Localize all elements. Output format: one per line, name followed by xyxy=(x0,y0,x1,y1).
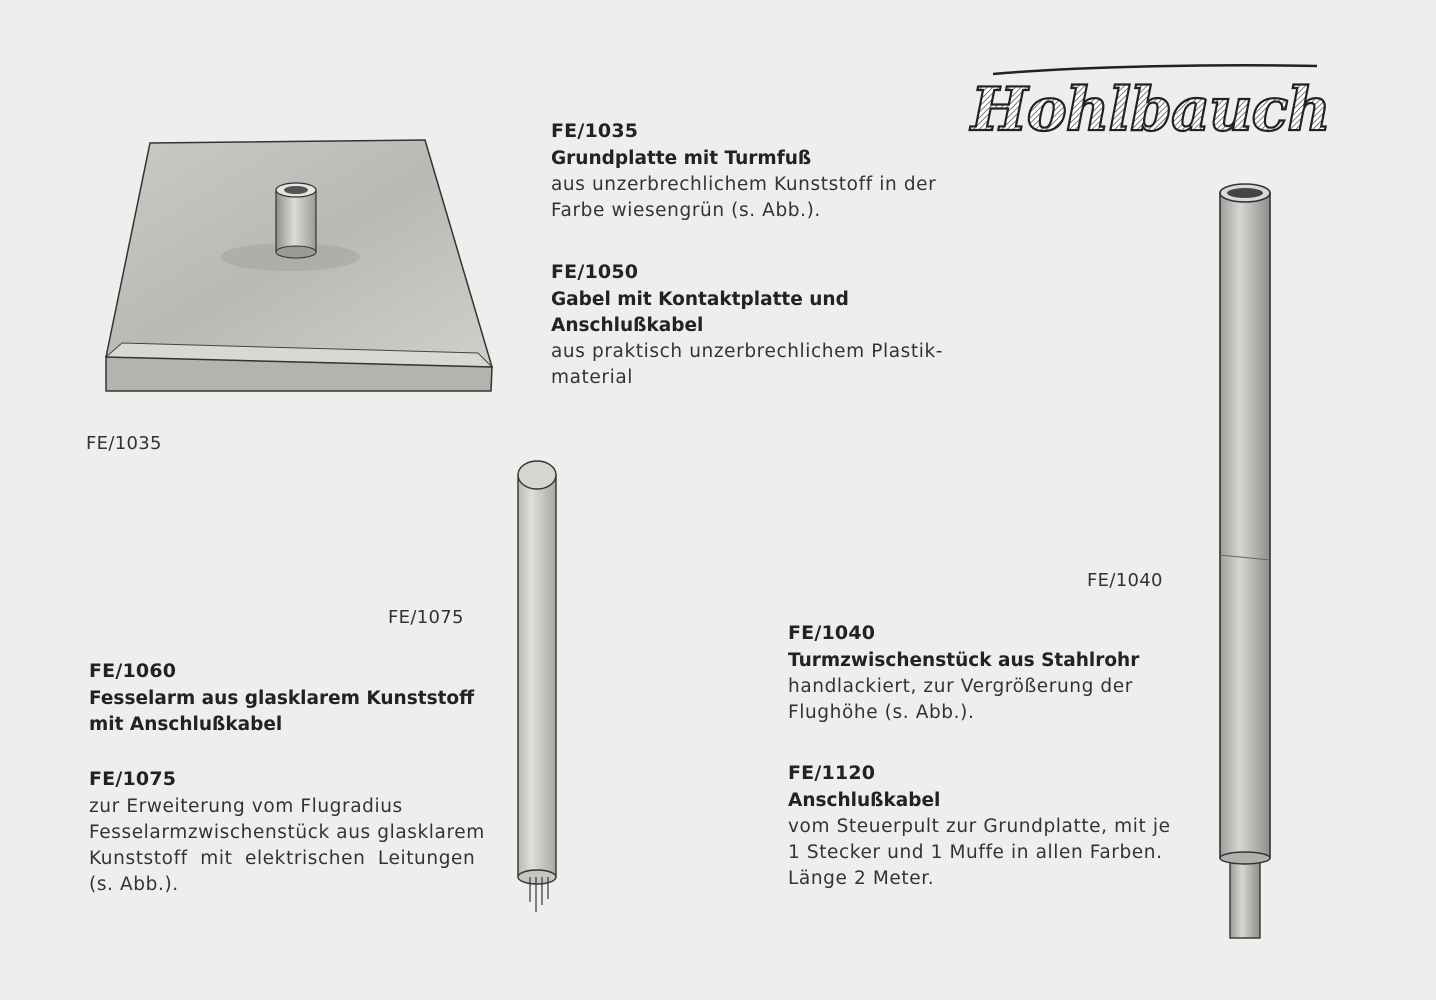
product-desc-line: 1 Stecker und 1 Muffe in allen Farben. xyxy=(788,842,1163,863)
product-title: Fesselarm aus glasklarem Kunststoff xyxy=(89,688,475,709)
caption-extension-rod: FE/1075 xyxy=(388,607,464,628)
caption-tower-tube: FE/1040 xyxy=(1087,570,1163,591)
product-code: FE/1050 xyxy=(551,261,639,283)
product-desc-line: Farbe wiesengrün (s. Abb.). xyxy=(551,200,821,221)
product-title: Grundplatte mit Turmfuß xyxy=(551,148,812,169)
product-fe1035 xyxy=(551,120,936,224)
product-desc-line: zur Erweiterung vom Flugradius xyxy=(89,796,403,817)
baseplate-illustration xyxy=(100,135,500,395)
product-desc-line: handlackiert, zur Vergrößerung der xyxy=(788,676,1133,697)
product-desc-line: aus unzerbrechlichem Kunststoff in der xyxy=(551,174,937,195)
brand-logo xyxy=(965,58,1330,145)
product-code: FE/1060 xyxy=(89,660,177,682)
product-title: mit Anschlußkabel xyxy=(89,714,283,735)
logo-text: Hohlbauch xyxy=(971,75,1330,145)
extension-rod-illustration xyxy=(512,457,562,917)
product-desc-line: vom Steuerpult zur Grundplatte, mit je xyxy=(788,816,1171,837)
product-desc-line: aus praktisch unzerbrechlichem Plastik- xyxy=(551,341,944,362)
product-desc-line: Länge 2 Meter. xyxy=(788,868,935,889)
product-title: Gabel mit Kontaktplatte und xyxy=(551,289,849,310)
product-title: Anschlußkabel xyxy=(788,790,941,811)
product-title: Turmzwischenstück aus Stahlrohr xyxy=(788,650,1140,671)
product-desc-line: Flughöhe (s. Abb.). xyxy=(788,702,975,723)
product-desc-line: material xyxy=(551,367,634,388)
product-fe1120 xyxy=(788,762,1171,892)
product-code: FE/1040 xyxy=(788,622,876,644)
product-fe1050 xyxy=(551,261,943,391)
product-title: Anschlußkabel xyxy=(551,315,704,336)
tower-tube-illustration xyxy=(1212,175,1292,945)
product-fe1040 xyxy=(788,622,1139,726)
product-fe1060 xyxy=(89,660,474,738)
product-code: FE/1035 xyxy=(551,120,639,142)
product-code: FE/1120 xyxy=(788,762,876,784)
product-code: FE/1075 xyxy=(89,768,177,790)
product-desc-line: (s. Abb.). xyxy=(89,874,179,895)
product-desc-line: Kunststoff mit elektrischen Leitungen xyxy=(89,848,476,869)
caption-baseplate: FE/1035 xyxy=(86,433,162,454)
product-fe1075 xyxy=(89,768,485,898)
product-desc-line: Fesselarmzwischenstück aus glasklarem xyxy=(89,822,485,843)
